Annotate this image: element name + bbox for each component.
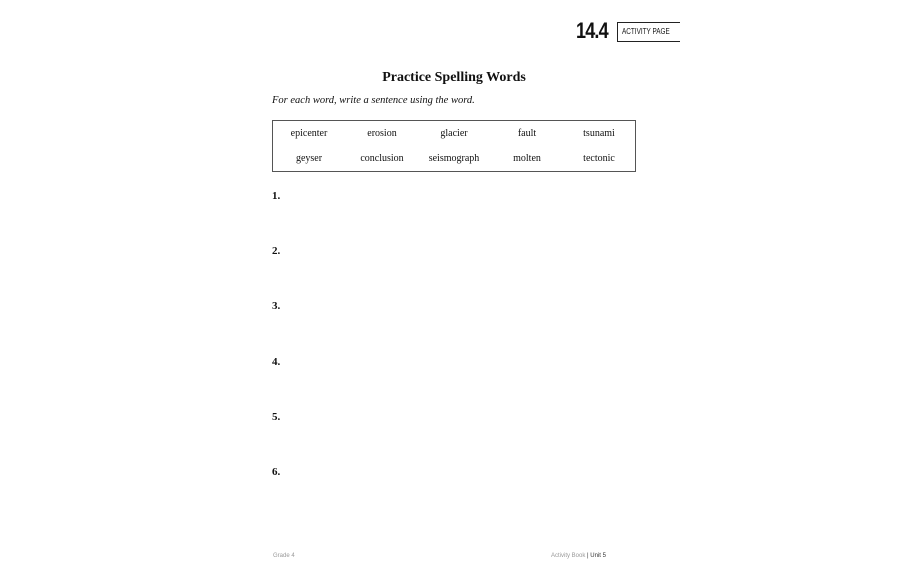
instructions: For each word, write a sentence using the word. xyxy=(272,95,475,106)
word-bank-item: tectonic xyxy=(583,153,615,164)
item-number: 3. xyxy=(272,300,281,312)
word-bank-item: epicenter xyxy=(290,128,328,139)
footer-book: Activity Book xyxy=(551,553,586,559)
activity-page-label xyxy=(617,22,680,42)
activity-page-number: 14.4 xyxy=(576,18,608,43)
footer-unit: Unit 5 xyxy=(590,553,606,559)
word-bank-item: glacier xyxy=(440,128,468,139)
item-number: 5. xyxy=(272,411,281,423)
item-number: 2. xyxy=(272,245,281,257)
word-bank-item: geyser xyxy=(295,153,323,164)
word-bank-item: fault xyxy=(517,128,537,139)
word-bank-item: conclusion xyxy=(360,153,404,164)
footer-book-info xyxy=(551,553,606,559)
item-number: 1. xyxy=(272,190,281,202)
page-title: Practice Spelling Words xyxy=(382,70,526,85)
word-bank-item: molten xyxy=(513,153,541,164)
activity-page-label-text: ACTIVITY PAGE xyxy=(622,27,670,36)
footer-separator: | xyxy=(587,553,589,559)
item-number: 4. xyxy=(272,356,281,368)
word-bank-item: erosion xyxy=(367,128,397,139)
item-number: 6. xyxy=(272,466,281,478)
footer-grade: Grade 4 xyxy=(273,553,295,559)
word-bank-item: tsunami xyxy=(583,128,615,139)
word-bank-item: seismograph xyxy=(428,153,480,164)
word-bank xyxy=(272,120,636,172)
